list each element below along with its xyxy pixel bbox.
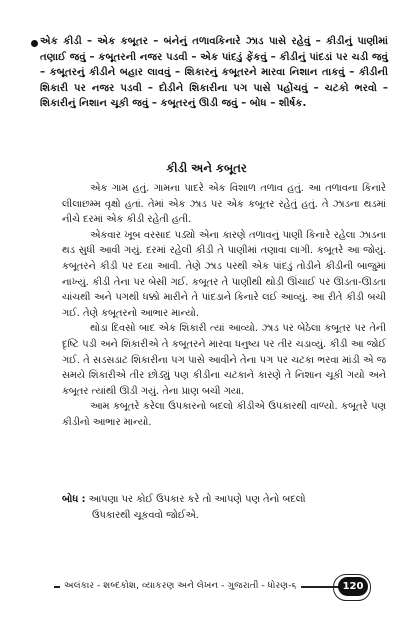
moral-text: આપણા પર કોઈ ઉપકાર કરે તો આપણે પણ તેનો બદલો: [88, 494, 306, 505]
story-paragraph: એક ગામ હતું. ગામના પાદરે એક વિશાળ તળાવ હતું. આ તળાવના કિનારે લીલાછમ્મ વૃક્ષો હતાં. તેમાં એક ઝાડ પર એક કબૂતર રહેતું હતું. તે ઝાડના થડમાં નીચે દરમાં એક કીડી રહેતી હતી.: [62, 183, 386, 226]
moral-text-continued: ઉપકારથી ચૂકવવો જોઈએ.: [92, 509, 199, 521]
moral-label: બોધ :: [62, 494, 86, 505]
story-paragraph: થોડા દિવસો બાદ એક શિકારી ત્યાં આવ્યો. ઝાડ પર બેઠેલા કબૂતર પર તેની દૃષ્ટિ પડી અને શિકારીએ તે કબૂતરને મારવા ધનુષ્ય પર તીર ચડાવ્યું. કીડી આ જોઈ ગઈ. તે સડસડાટ શિકારીના પગ પાસે આવીને તેના પગ પર ચટકા ભરવા માંડી એ જ સમયે શિકારીએ તીર છોડ્યું પણ કીડીના ચટકાને કારણે તે નિશાન ચૂકી ગયો અને કબૂતર ત્યાંથી ઊડી ગયું. તેના પ્રાણ બચી ગયા.: [62, 323, 386, 397]
page-number: 120: [338, 577, 368, 596]
page-footer: [54, 577, 382, 597]
story-title: કીડી અને કબૂતર: [166, 161, 247, 175]
story-paragraph: એકવાર ખૂબ વરસાદ પડ્યો એના કારણે તળાવનું પાણી કિનારે રહેલા ઝાડના થડ સુધી આવી ગયું. દરમાં રહેલી કીડી તે પાણીમાં તણાવા લાગી. કબૂતરે આ જોયું. કબૂતરને કીડી પર દયા આવી. તેણે ઝાડ પરથી એક પાંદડું તોડીને કીડીની બાજુમાં નાખ્યું. કીડી તેના પર બેસી ગઈ. કબૂતર તે પાણીથી થોડી ઊંચાઈ પર ઊડતા-ઊડતા ચાંચથી અને પગથી ધક્કો મારીને તે પાંદડાને કિનારે લઈ આવ્યું. આ રીતે કીડી બચી ગઈ. તેણે કબૂતરનો આભાર માન્યો.: [62, 229, 386, 319]
summary-text: એક કીડી – એક કબૂતર – બંનેનું તળાવકિનારે ઝાડ પાસે રહેવું – કીડીનું પાણીમાં તણાઈ જવું – કબૂતરની નજર પડવી – એક પાંદડું ફેંકવું – કીડીનું પાંદડાં પર ચડી જવું – કબૂતરનું કીડીને બહાર લાવવું – શિકારનું કબૂતરને મારવા નિશાન તાકવું – કીડીની શિકારી પર નજર પડવી – દોડીને શિકારીના પગ પાસે પહોંચવું – ચટકો ભરવો – શિકારીનું નિશાન ચૂકી જવું – કબૂતરનું ઊડી જવું – બોધ – શીર્ષક.: [40, 36, 388, 110]
footer-book-title: અલંકાર - શબ્દકોશ, વ્યાકરણ અને લેખન - ગુજરાતી - ધોરણ-૬: [60, 580, 301, 591]
bullet-icon: [31, 40, 38, 47]
story-body: [62, 181, 386, 431]
moral-line: [62, 492, 386, 508]
moral-section: [62, 492, 386, 523]
summary-points: [40, 34, 388, 112]
story-paragraph: આમ કબૂતરે કરેલા ઉપકારનો બદલો કીડીએ ઉપકારથી વાળ્યો. કબૂતરે પણ કીડીનો આભાર માન્યો.: [62, 401, 386, 428]
